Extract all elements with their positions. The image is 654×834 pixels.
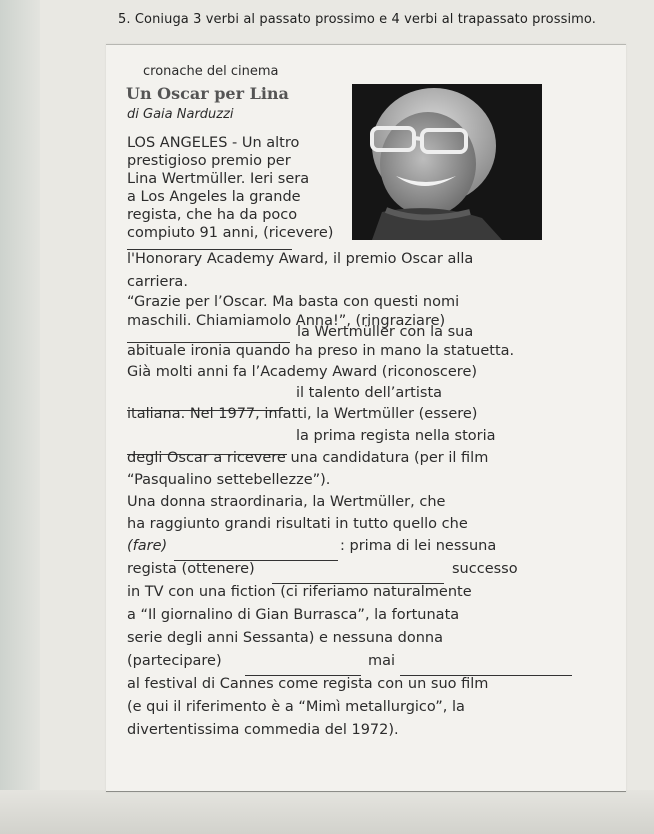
text-line: carriera.	[127, 274, 188, 290]
article-headline: Un Oscar per Lina	[126, 84, 289, 103]
answer-blank-7[interactable]	[245, 663, 361, 676]
text-line: al festival di Cannes come regista con un suo film	[127, 676, 489, 692]
exercise-instruction: 5. Coniuga 3 verbi al passato prossimo e 4 verbi al trapassato prossimo.	[118, 12, 596, 27]
text-line: ha raggiunto grandi risultati in tutto quello che	[127, 516, 468, 532]
text-line: italiana. Nel 1977, infatti, la Wertmüller (essere)	[127, 406, 478, 422]
answer-blank-1[interactable]	[127, 237, 292, 250]
portrait-photo	[352, 84, 542, 240]
text-line: serie degli anni Sessanta) e nessuna donna	[127, 630, 444, 646]
text-line: Già molti anni fa l’Academy Award (riconoscere)	[127, 364, 478, 380]
text-line: la prima regista nella storia	[296, 428, 496, 444]
article-author: di Gaia Narduzzi	[127, 107, 234, 122]
answer-blank-6[interactable]	[272, 571, 444, 584]
text-line: l'Honorary Academy Award, il premio Oscar alla	[127, 251, 474, 267]
section-label: cronache del cinema	[143, 64, 279, 79]
text-line: la Wertmüller con la sua	[297, 324, 474, 340]
text-line: prestigioso premio per	[127, 153, 291, 169]
text-line: (partecipare)	[127, 653, 222, 669]
text-line: a Los Angeles la grande	[127, 189, 301, 205]
text-line: “Grazie per l’Oscar. Ma basta con questi nomi	[127, 294, 460, 310]
text-line: successo	[452, 561, 518, 577]
text-line: : prima di lei nessuna	[340, 538, 497, 554]
answer-blank-8[interactable]	[400, 663, 572, 676]
text-line: compiuto 91 anni, (ricevere)	[127, 225, 334, 241]
text-line: il talento dell’artista	[296, 385, 443, 401]
text-line: mai	[368, 653, 396, 669]
text-line: degli Oscar a ricevere una candidatura (per il film	[127, 450, 489, 466]
text-line: “Pasqualino settebellezze”).	[127, 472, 331, 488]
text-line: abituale ironia quando ha preso in mano la statuetta.	[127, 343, 515, 359]
text-line: regista (ottenere)	[127, 561, 255, 577]
text-line: (e qui il riferimento è a “Mimì metallurgico”, la	[127, 699, 465, 715]
text-line: in TV con una fiction (ci riferiamo naturalmente	[127, 584, 472, 600]
text-line: LOS ANGELES - Un altro	[127, 135, 300, 151]
text-line: Una donna straordinaria, la Wertmüller, che	[127, 494, 446, 510]
verb-hint: (fare)	[127, 538, 168, 554]
background-shadow-left	[0, 0, 40, 834]
text-line: regista, che ha da poco	[127, 207, 298, 223]
text-line: divertentissima commedia del 1972).	[127, 722, 399, 738]
answer-blank-5[interactable]	[174, 548, 338, 561]
text-line: Lina Wertmüller. Ieri sera	[127, 171, 310, 187]
answer-blank-2[interactable]	[127, 330, 290, 343]
background-shadow-bottom	[0, 790, 654, 834]
text-line: a “Il giornalino di Gian Burrasca”, la fortunata	[127, 607, 460, 623]
text-line: maschili. Chiamiamolo Anna!”, (ringraziare)	[127, 313, 446, 329]
